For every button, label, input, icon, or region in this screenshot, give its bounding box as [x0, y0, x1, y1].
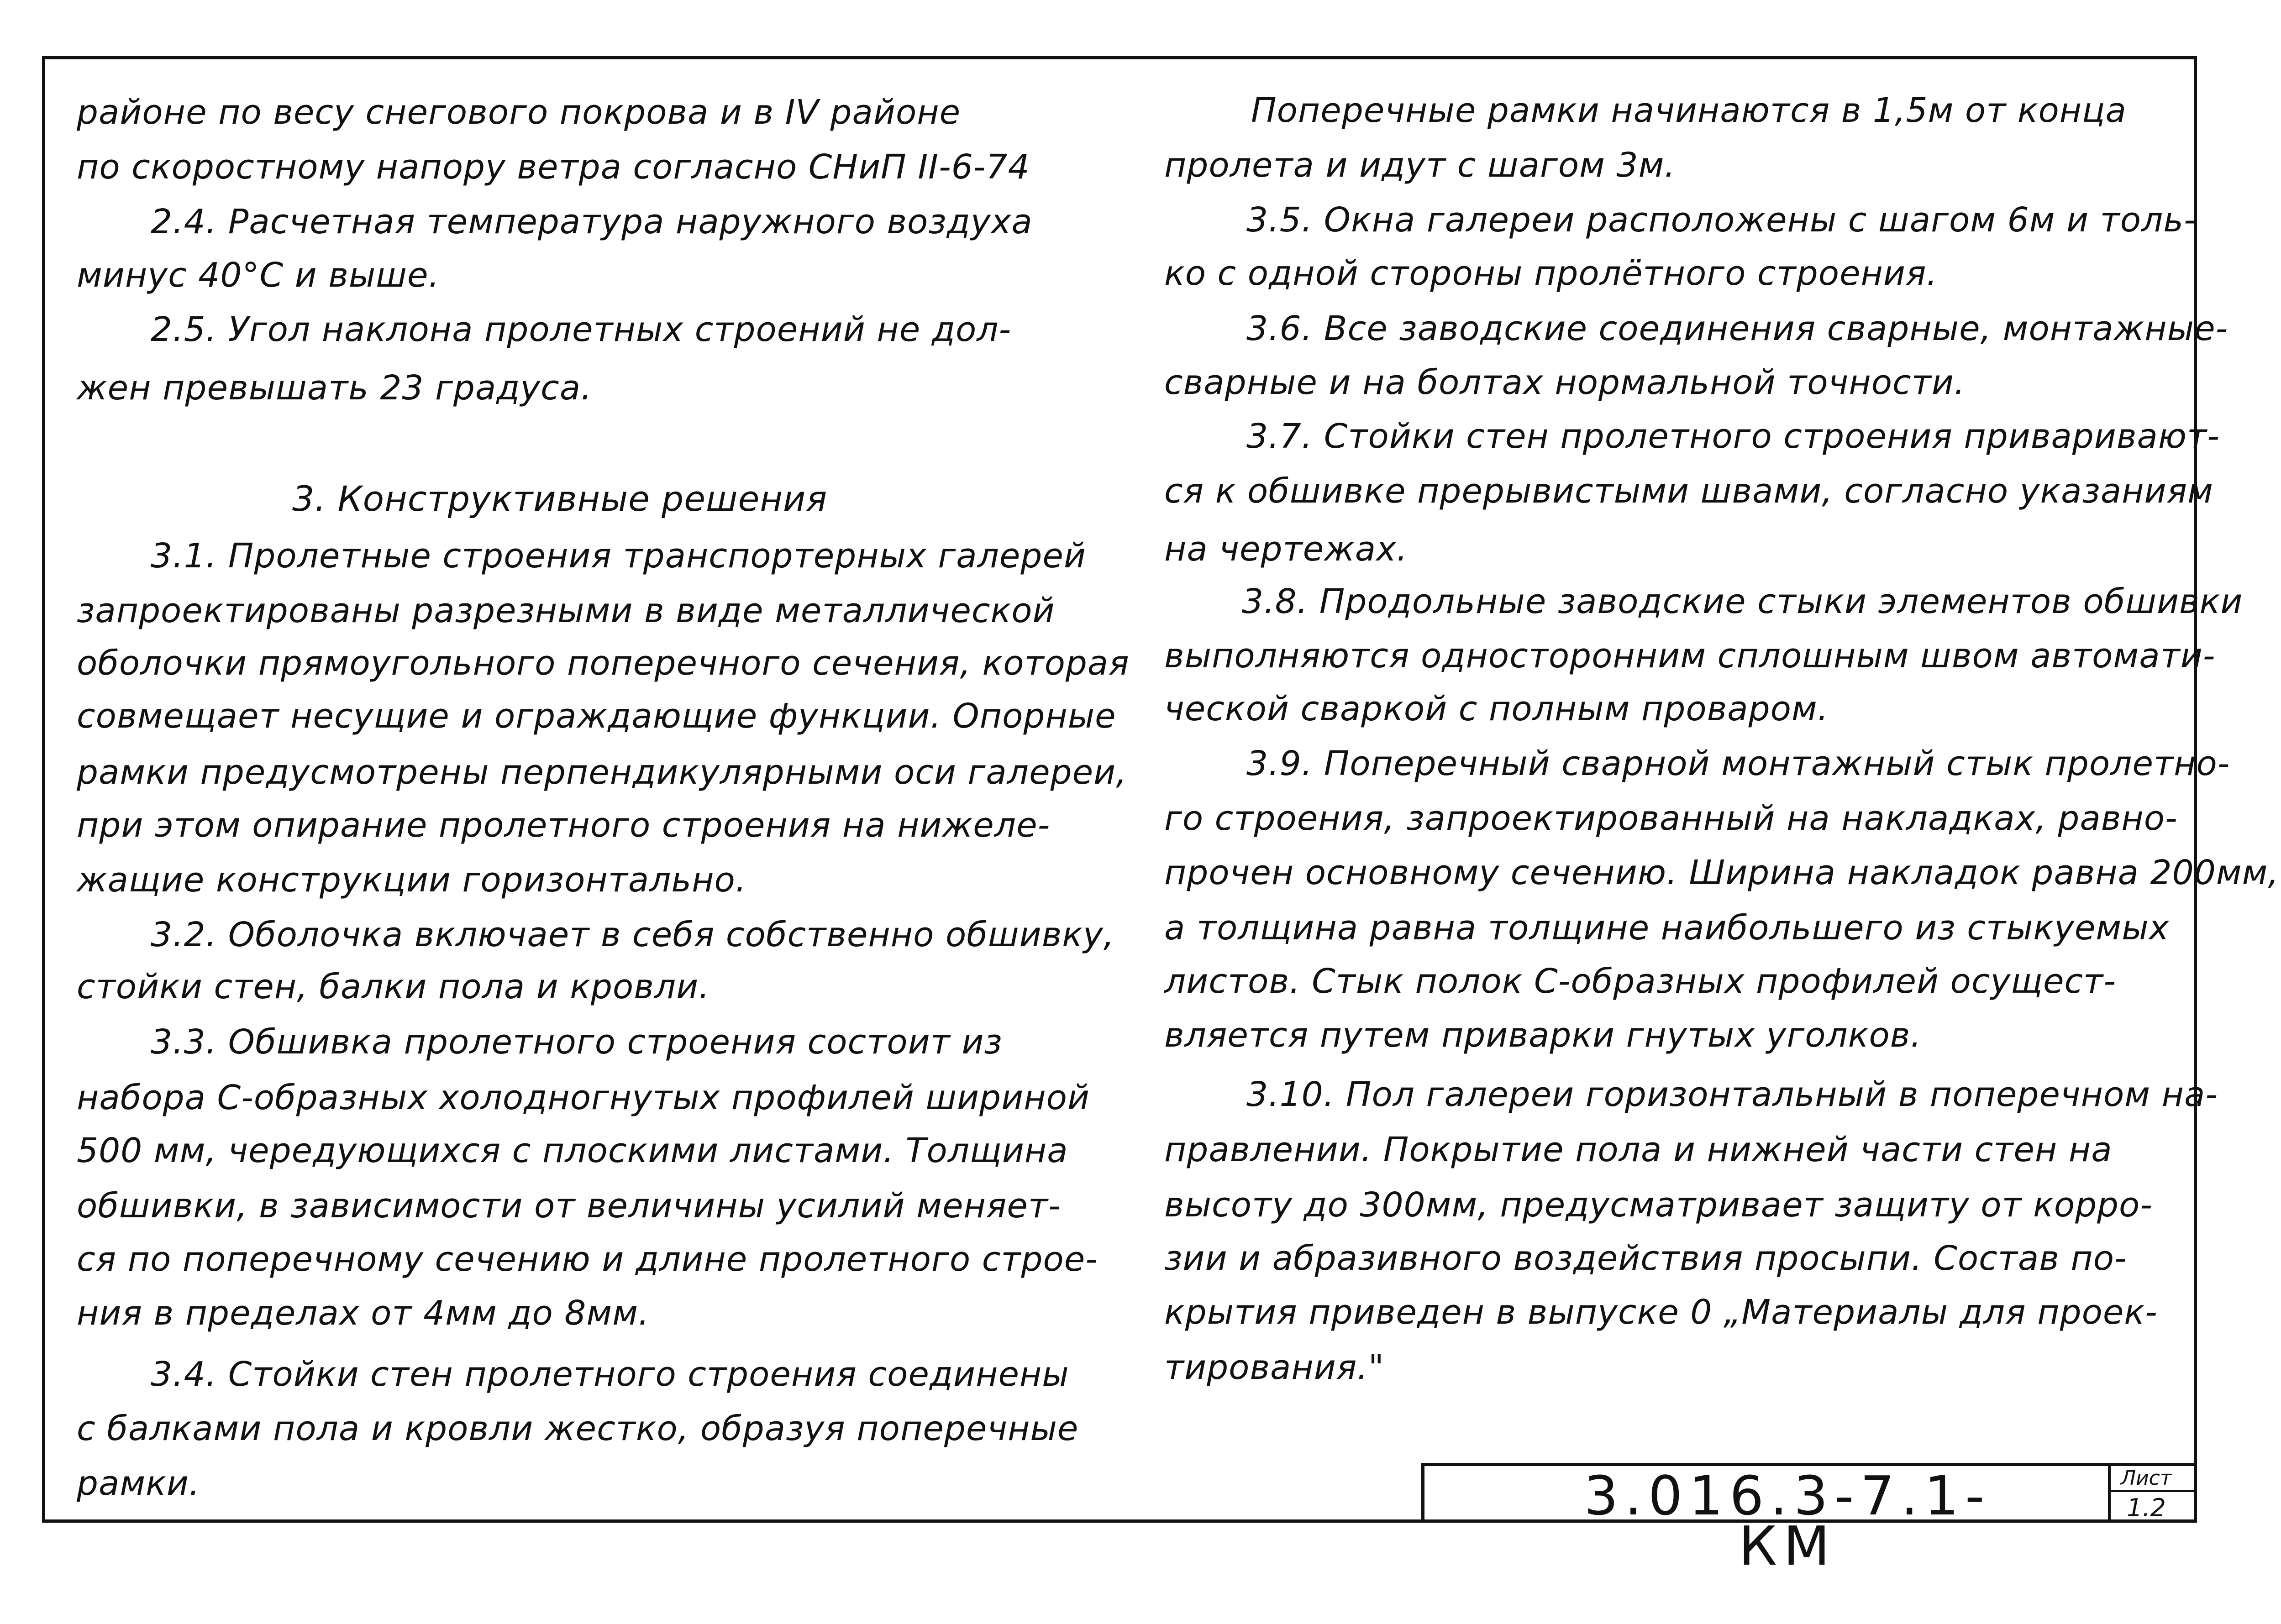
text-line: сварные и на болтах нормальной точности. — [1164, 363, 1966, 402]
text-line: высоту до 300мм, предусматривает защиту от корро- — [1164, 1185, 2153, 1225]
text-line: пролета и идут с шагом 3м. — [1164, 146, 1676, 185]
text-line: а толщина равна толщине наибольшего из стыкуемых — [1164, 908, 2170, 948]
text-line: ния в пределах от 4мм до 8мм. — [77, 1294, 650, 1333]
text-line: ся по поперечному сечению и длине пролетного строе- — [77, 1240, 1098, 1279]
text-line: Поперечные рамки начинаются в 1,5м от конца — [1251, 91, 2127, 130]
text-line: зии и абразивного воздействия просыпи. Состав по- — [1164, 1239, 2127, 1278]
text-line: ческой сваркой с полным проваром. — [1164, 689, 1829, 728]
text-line: рамки. — [77, 1464, 200, 1503]
sheet-number: 1.2 — [2127, 1493, 2166, 1522]
text-line: запроектированы разрезными в виде металлической — [77, 591, 1055, 630]
text-line: 3.2. Оболочка включает в себя собственно обшивку, — [151, 915, 1115, 954]
text-line: набора С-образных холодногнутых профилей шириной — [77, 1078, 1090, 1117]
text-line: 3.7. Стойки стен пролетного строения приваривают- — [1246, 417, 2220, 456]
text-line: жен превышать 23 градуса. — [77, 368, 592, 408]
text-line: вляется путем приварки гнутых уголков. — [1164, 1016, 1922, 1055]
text-line: 2.4. Расчетная температура наружного воздуха — [151, 202, 1033, 241]
section-heading: 3. Конструктивные решения — [292, 478, 828, 519]
text-line: 3.1. Пролетные строения транспортерных галерей — [151, 536, 1086, 576]
text-line: ко с одной стороны пролётного строения. — [1164, 254, 1938, 293]
text-line: совмещает несущие и ограждающие функции. Опорные — [77, 697, 1116, 736]
text-line: листов. Стык полок С-образных профилей осущест- — [1164, 962, 2116, 1001]
sheet-label: Лист — [2121, 1467, 2172, 1490]
text-line: рамки предусмотрены перпендикулярными оси галереи, — [77, 753, 1127, 792]
text-line: по скоростному напору ветра согласно СНиП II-6-74 — [77, 147, 1030, 187]
title-block-divider — [2108, 1466, 2111, 1523]
text-line: 2.5. Угол наклона пролетных строений не дол- — [151, 310, 1012, 349]
text-line: тирования." — [1164, 1348, 1384, 1387]
text-line: 500 мм, чередующихся с плоскими листами. Толщина — [77, 1131, 1068, 1170]
text-line: 3.9. Поперечный сварной монтажный стык пролетно- — [1246, 744, 2230, 783]
text-line: 3.8. Продольные заводские стыки элементов обшивки — [1242, 582, 2243, 621]
text-line: минус 40°С и выше. — [77, 256, 440, 295]
text-line: при этом опирание пролетного строения на нижеле- — [77, 806, 1051, 845]
text-line: на чертежах. — [1164, 529, 1408, 569]
text-line: с балками пола и кровли жестко, образуя поперечные — [77, 1409, 1079, 1448]
title-block — [1421, 1463, 2194, 1577]
sheet-cell-divider — [2111, 1490, 2194, 1492]
text-line: крытия приведен в выпуске 0 „Материалы для проек- — [1164, 1293, 2158, 1332]
text-line: жащие конструкции горизонтально. — [77, 860, 747, 900]
text-line: выполняются односторонним сплошным швом автомати- — [1164, 636, 2216, 676]
text-line: 3.3. Обшивка пролетного строения состоит из — [151, 1022, 1003, 1062]
text-line: 3.10. Пол галереи горизонтальный в поперечном на- — [1246, 1075, 2218, 1114]
text-line: правлении. Покрытие пола и нижней части стен на — [1164, 1130, 2113, 1169]
text-line: обшивки, в зависимости от величины усилий меняет- — [77, 1186, 1061, 1226]
text-line: 3.6. Все заводские соединения сварные, монтажные- — [1246, 309, 2228, 348]
text-line: оболочки прямоугольного поперечного сечения, которая — [77, 644, 1130, 683]
text-line: ся к обшивке прерывистыми швами, согласно указаниям — [1164, 471, 2213, 511]
text-line: го строения, запроектированный на накладках, равно- — [1164, 799, 2178, 838]
text-line: 3.5. Окна галереи расположены с шагом 6м и толь- — [1246, 200, 2197, 240]
text-line: 3.4. Стойки стен пролетного строения соединены — [151, 1355, 1069, 1394]
text-line: районе по весу снегового покрова и в IV районе — [77, 93, 961, 132]
text-line: стойки стен, балки пола и кровли. — [77, 967, 710, 1006]
document-code: 3.016.3-7.1-КМ — [1584, 1464, 1991, 1577]
text-line: прочен основному сечению. Ширина накладок равна 200мм, — [1164, 853, 2279, 892]
